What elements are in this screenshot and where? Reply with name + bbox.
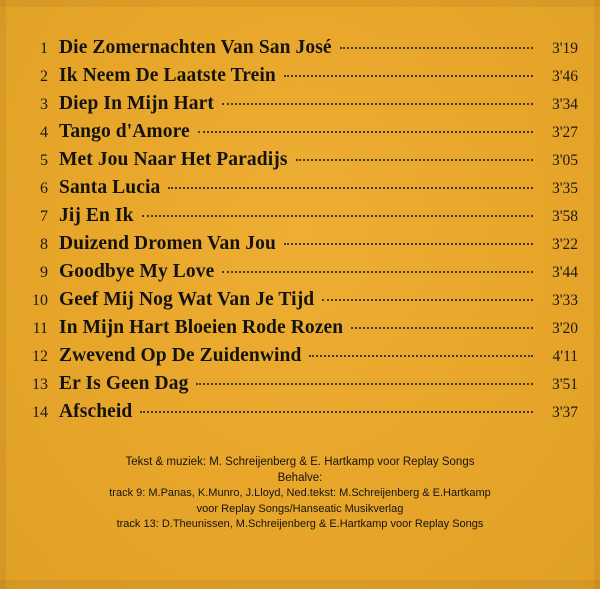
leader-dots xyxy=(284,75,533,77)
track-row xyxy=(18,202,578,230)
track-title: In Mijn Hart Bloeien Rode Rozen xyxy=(59,317,344,338)
track-row xyxy=(18,118,578,146)
track-row xyxy=(18,62,578,90)
track-title: Jij En Ik xyxy=(59,205,134,226)
leader-dots xyxy=(322,299,533,301)
credits-block xyxy=(0,455,600,533)
track-title: Er Is Geen Dag xyxy=(59,373,189,394)
track-title: Geef Mij Nog Wat Van Je Tijd xyxy=(59,289,315,310)
leader-dots xyxy=(351,327,533,329)
track-title: Zwevend Op De Zuidenwind xyxy=(59,345,302,366)
track-number: 2 xyxy=(40,68,48,85)
track-duration: 3'37 xyxy=(551,404,578,421)
track-title: Met Jou Naar Het Paradijs xyxy=(59,149,288,170)
track-duration: 3'44 xyxy=(551,264,578,281)
track-row xyxy=(18,314,578,342)
track-duration: 3'58 xyxy=(551,208,578,225)
track-row xyxy=(18,230,578,258)
track-row xyxy=(18,286,578,314)
track-duration: 3'22 xyxy=(551,236,578,253)
credits-line-4: voor Replay Songs/Hanseatic Musikverlag xyxy=(196,502,404,515)
leader-dots xyxy=(168,187,533,189)
track-row xyxy=(18,370,578,398)
track-title: Die Zomernachten Van San José xyxy=(59,37,332,58)
track-duration: 3'46 xyxy=(551,68,578,85)
track-number: 8 xyxy=(40,236,48,253)
track-number: 9 xyxy=(40,264,48,281)
track-title: Duizend Dromen Van Jou xyxy=(59,233,276,254)
track-duration: 3'51 xyxy=(551,376,578,393)
tracklist xyxy=(18,34,578,426)
track-row xyxy=(18,90,578,118)
track-number: 14 xyxy=(32,404,48,421)
leader-dots xyxy=(309,355,533,357)
track-row xyxy=(18,174,578,202)
track-duration: 3'27 xyxy=(551,124,578,141)
track-title: Ik Neem De Laatste Trein xyxy=(59,65,276,86)
leader-dots xyxy=(198,131,533,133)
leader-dots xyxy=(284,243,533,245)
credits-line-5: track 13: D.Theunissen, M.Schreijenberg & E.Hartkamp voor Replay Songs xyxy=(116,518,484,530)
track-number: 7 xyxy=(40,208,48,225)
leader-dots xyxy=(196,383,533,385)
track-title: Afscheid xyxy=(59,401,133,422)
paper-edge-top xyxy=(0,0,600,7)
leader-dots xyxy=(296,159,533,161)
track-number: 11 xyxy=(32,320,48,337)
track-duration: 4'11 xyxy=(552,348,578,365)
leader-dots xyxy=(222,103,533,105)
track-duration: 3'19 xyxy=(551,40,578,57)
leader-dots xyxy=(340,47,533,49)
track-duration: 3'34 xyxy=(551,96,578,113)
track-row xyxy=(18,258,578,286)
track-number: 10 xyxy=(32,292,48,309)
track-title: Santa Lucia xyxy=(59,177,161,198)
track-duration: 3'20 xyxy=(551,320,578,337)
track-title: Tango d'Amore xyxy=(59,121,190,142)
track-number: 13 xyxy=(32,376,48,393)
credits-line-3: track 9: M.Panas, K.Munro, J.Lloyd, Ned.tekst: M.Schreijenberg & E.Hartkamp xyxy=(109,487,491,499)
track-duration: 3'35 xyxy=(551,180,578,197)
credits-line-2: Behalve: xyxy=(277,471,323,484)
track-duration: 3'33 xyxy=(551,292,578,309)
track-number: 12 xyxy=(32,348,48,365)
track-row xyxy=(18,146,578,174)
track-number: 5 xyxy=(40,152,48,169)
track-row xyxy=(18,342,578,370)
leader-dots xyxy=(142,215,533,217)
track-number: 1 xyxy=(40,40,48,57)
track-row xyxy=(18,398,578,426)
track-number: 6 xyxy=(40,180,48,197)
track-duration: 3'05 xyxy=(551,152,578,169)
track-number: 4 xyxy=(40,124,48,141)
paper-edge-bottom xyxy=(0,580,600,589)
track-row xyxy=(18,34,578,62)
track-number: 3 xyxy=(40,96,48,113)
leader-dots xyxy=(222,271,533,273)
track-title: Diep In Mijn Hart xyxy=(59,93,214,114)
leader-dots xyxy=(140,411,533,413)
credits-line-1: Tekst & muziek: M. Schreijenberg & E. Hartkamp voor Replay Songs xyxy=(125,456,475,468)
track-title: Goodbye My Love xyxy=(59,261,215,282)
